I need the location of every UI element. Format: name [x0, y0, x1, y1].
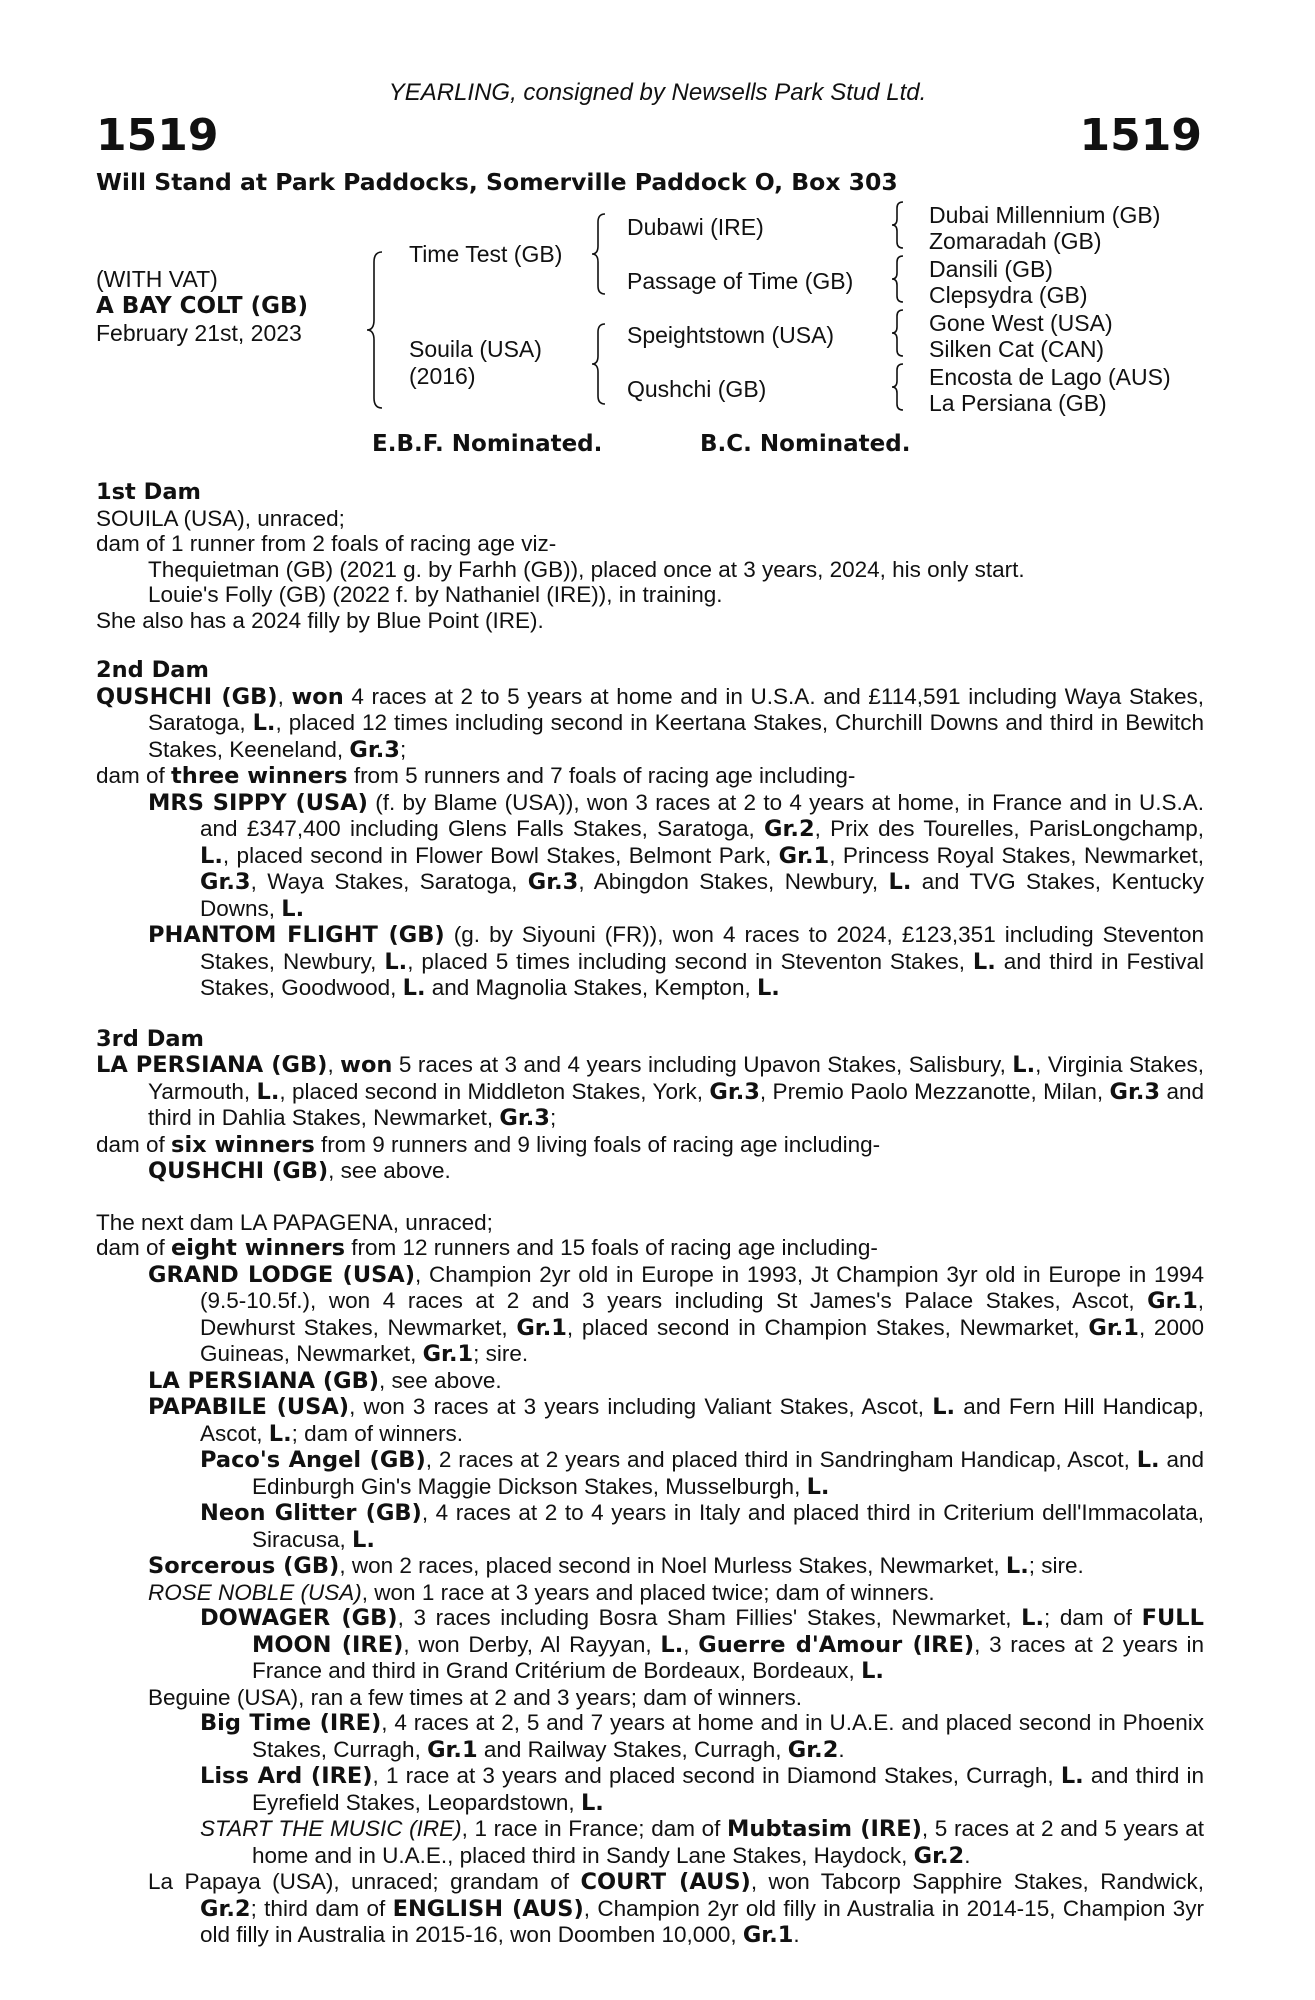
produce-entry: PAPABILE (USA), won 3 races at 3 years including Valiant Stakes, Ascot, L. and Fern Hill Handicap, Ascot, L.; dam of winners.: [148, 1394, 1204, 1447]
foaling-date: February 21st, 2023: [96, 320, 302, 346]
horse-name: A BAY COLT (GB): [96, 293, 309, 319]
produce-entry: ROSE NOBLE (USA), won 1 race at 3 years and placed twice; dam of winners.: [148, 1579, 935, 1605]
lot-number-right: 1519: [1079, 110, 1202, 161]
gen3-2: Zomaradah (GB): [929, 228, 1102, 254]
produce-entry: MRS SIPPY (USA) (f. by Blame (USA)), won 3 races at 2 to 4 years at home, in France and in U.S.A. and £347,400 including Glens Falls Stakes, Saratoga, Gr.2, Prix des Tourelles, ParisLongchamp, L., placed second in Flower Bowl Stakes, Belmont Park, Gr.1, Princess Royal Stakes, Newmarket, Gr.3, Waya Stakes, Saratoga, Gr.3, Abingdon Stakes, Newbury, L. and TVG Stakes, Kentucky Downs, L.: [148, 789, 1205, 922]
gen3-6: Silken Cat (CAN): [929, 336, 1105, 362]
consignor-line: YEARLING, consigned by Newsells Park Stud Ltd.: [388, 79, 927, 106]
next-dam-line: The next dam LA PAPAGENA, unraced;: [96, 1209, 493, 1235]
lot-number-left: 1519: [96, 110, 219, 161]
produce-entry: Thequietman (GB) (2021 g. by Farhh (GB)), placed once at 3 years, 2024, his only start.: [148, 556, 1025, 582]
produce-entry: PHANTOM FLIGHT (GB) (g. by Siyouni (FR)), won 4 races to 2024, £123,351 including Steventon Stakes, Newbury, L., placed 5 times including second in Steventon Stakes, L. and third in Festival Stakes, Goodwood, L. and Magnolia Stakes, Kempton, L.: [148, 922, 1204, 1001]
pedigree-brace-3c: [890, 308, 906, 358]
dam-dam: Qushchi (GB): [627, 376, 767, 402]
pedigree-brace-2b: [590, 322, 608, 406]
pedigree-brace-1: [364, 250, 386, 410]
gen3-4: Clepsydra (GB): [929, 282, 1088, 308]
produce-entry: La Papaya (USA), unraced; grandam of COURT (AUS), won Tabcorp Sapphire Stakes, Randwick, Gr.2; third dam of ENGLISH (AUS), Champion 2yr old filly in Australia in 2014-15, Champion 3yr old filly in Australia in 2015-16, won Doomben 10,000, Gr.1.: [148, 1869, 1205, 1948]
bc-nomination: B.C. Nominated.: [700, 431, 911, 457]
catalogue-body: [96, 480, 1204, 1949]
dam: Souila (USA): [409, 336, 542, 362]
third-dam-heading: 3rd Dam: [96, 1025, 204, 1052]
produce-entry: Big Time (IRE), 4 races at 2, 5 and 7 years at home and in U.A.E. and placed second in Phoenix Stakes, Curragh, Gr.1 and Railway Stakes, Curragh, Gr.2.: [200, 1710, 1204, 1763]
first-dam-produce-summary: dam of 1 runner from 2 foals of racing age viz-: [96, 531, 557, 556]
gen3-1: Dubai Millennium (GB): [929, 202, 1161, 228]
produce-entry: LA PERSIANA (GB), see above.: [148, 1367, 502, 1394]
stand-location: Will Stand at Park Paddocks, Somerville Paddock O, Box 303: [96, 168, 898, 196]
dam-year: (2016): [409, 363, 476, 389]
gen3-3: Dansili (GB): [929, 256, 1053, 282]
pedigree-brace-2a: [590, 212, 608, 296]
third-dam-record: LA PERSIANA (GB), won 5 races at 3 and 4 years including Upavon Stakes, Salisbury, L., Virginia Stakes, Yarmouth, L., placed second in Middleton Stakes, York, Gr.3, Premio Paolo Mezzanotte, Milan, Gr.3 and third in Dahlia Stakes, Newmarket, Gr.3;: [96, 1052, 1204, 1131]
second-dam-produce-summary: dam of three winners from 5 runners and 7 foals of racing age including-: [96, 763, 856, 789]
gen3-8: La Persiana (GB): [929, 390, 1107, 416]
gen3-5: Gone West (USA): [929, 310, 1113, 336]
produce-entry: QUSHCHI (GB), see above.: [148, 1158, 451, 1184]
sire: Time Test (GB): [409, 241, 563, 267]
second-dam-heading: 2nd Dam: [96, 657, 209, 683]
vat-note: (WITH VAT): [96, 266, 218, 292]
gen3-7: Encosta de Lago (AUS): [929, 364, 1171, 390]
produce-entry: Beguine (USA), ran a few times at 2 and 3 years; dam of winners.: [148, 1684, 803, 1710]
produce-entry: Liss Ard (IRE), 1 race at 3 years and placed second in Diamond Stakes, Curragh, L. and third in Eyrefield Stakes, Leopardstown, L.: [200, 1763, 1205, 1816]
ebf-nomination: E.B.F. Nominated.: [372, 431, 603, 457]
dam-sire: Speightstown (USA): [627, 322, 835, 348]
sire-dam: Passage of Time (GB): [627, 268, 854, 294]
second-dam-record: QUSHCHI (GB), won 4 races at 2 to 5 years at home and in U.S.A. and £114,591 including Waya Stakes, Saratoga, L., placed 12 times including second in Keertana Stakes, Churchill Downs and third in Bewitch Stakes, Keeneland, Gr.3;: [96, 683, 1204, 763]
produce-entry: DOWAGER (GB), 3 races including Bosra Sham Fillies' Stakes, Newmarket, L.; dam of FULL MOON (IRE), won Derby, Al Rayyan, L., Guerre d'Amour (IRE), 3 races at 2 years in France and third in Grand Critérium de Bordeaux, Bordeaux, L.: [200, 1605, 1204, 1684]
pedigree-brace-3b: [890, 254, 906, 304]
first-dam-heading: 1st Dam: [96, 479, 201, 505]
third-dam-produce-summary: dam of six winners from 9 runners and 9 living foals of racing age including-: [96, 1131, 881, 1158]
produce-entry: Paco's Angel (GB), 2 races at 2 years and placed third in Sandringham Handicap, Ascot, L. and Edinburgh Gin's Maggie Dickson Stakes, Musselburgh, L.: [200, 1447, 1205, 1500]
sire-sire: Dubawi (IRE): [627, 214, 764, 240]
next-dam-produce-summary: dam of eight winners from 12 runners and 15 foals of racing age including-: [96, 1235, 878, 1261]
produce-entry: Sorcerous (GB), won 2 races, placed second in Noel Murless Stakes, Newmarket, L.; sire.: [148, 1553, 1084, 1579]
produce-entry: START THE MUSIC (IRE), 1 race in France; dam of Mubtasim (IRE), 5 races at 2 and 5 years at home and in U.A.E., placed third in Sandy Lane Stakes, Haydock, Gr.2.: [200, 1816, 1204, 1869]
pedigree-brace-3d: [890, 362, 906, 412]
produce-entry: GRAND LODGE (USA), Champion 2yr old in Europe in 1993, Jt Champion 3yr old in Europe in 1994 (9.5-10.5f.), won 4 races at 2 and 3 years including St James's Palace Stakes, Ascot, Gr.1, Dewhurst Stakes, Newmarket, Gr.1, placed second in Champion Stakes, Newmarket, Gr.1, 2000 Guineas, Newmarket, Gr.1; sire.: [148, 1261, 1205, 1367]
produce-entry: Neon Glitter (GB), 4 races at 2 to 4 years in Italy and placed third in Criterium dell'Immacolata, Siracusa, L.: [200, 1500, 1204, 1553]
pedigree-brace-3a: [890, 200, 906, 250]
first-dam-line: SOUILA (USA), unraced;: [96, 505, 345, 531]
produce-entry: Louie's Folly (GB) (2022 f. by Nathaniel (IRE)), in training.: [148, 582, 723, 607]
first-dam-note: She also has a 2024 filly by Blue Point (IRE).: [96, 607, 544, 633]
